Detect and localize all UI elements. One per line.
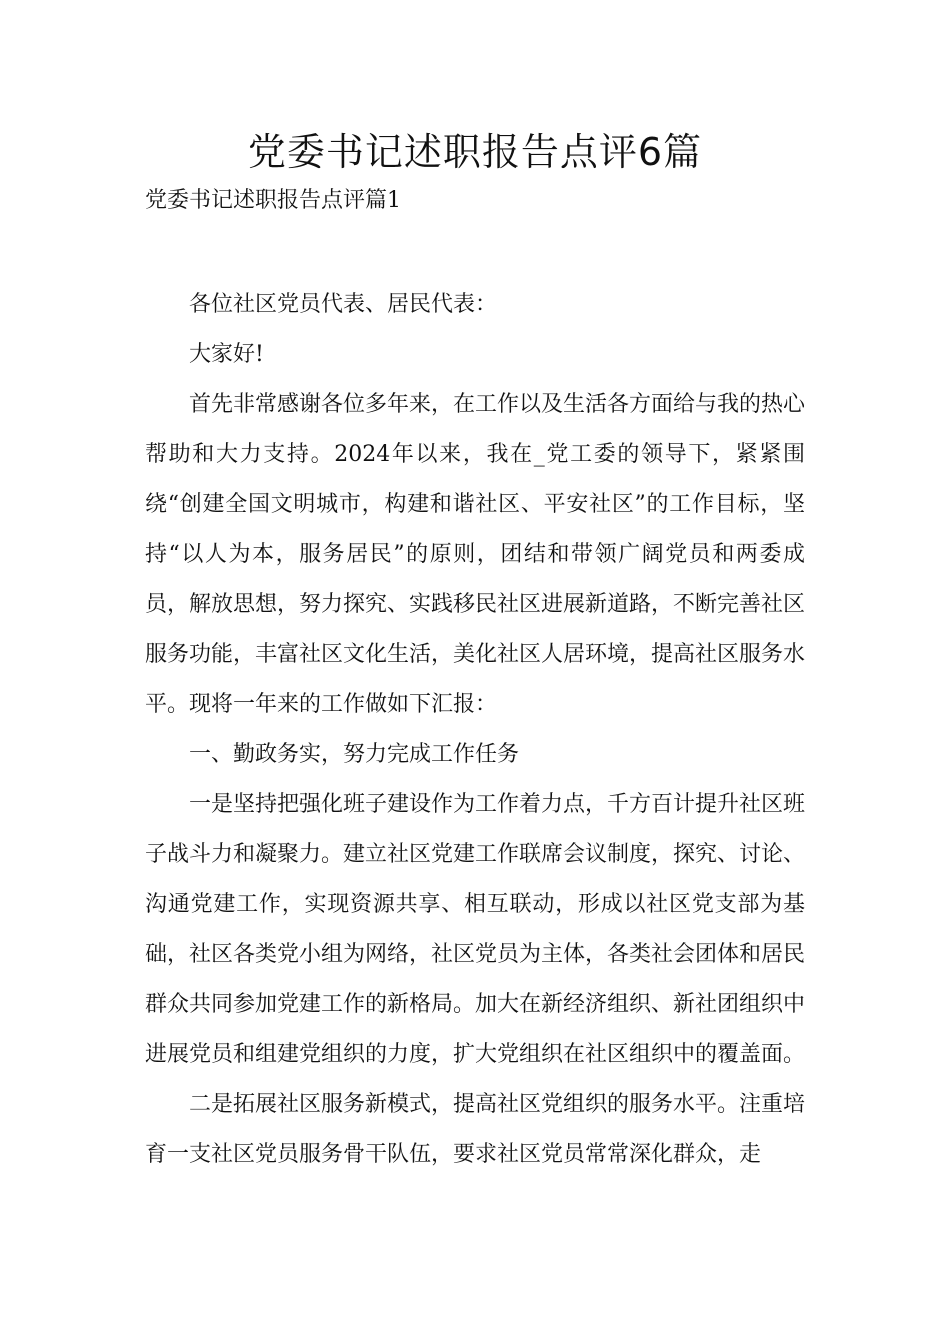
document-subtitle: 党委书记述职报告点评篇1 [145, 188, 401, 213]
document-body [145, 280, 805, 1180]
intro-paragraph: 首先非常感谢各位多年来，在工作以及生活各方面给与我的热心帮助和大力支持。2024年以来，我在_党工委的领导下，紧紧围绕“创建全国文明城市，构建和谐社区、平安社区”的工作目标，坚持“以人为本，服务居民”的原则，团结和带领广阔党员和两委成员，解放思想，努力探究、实践移民社区进展新道路，不断完善社区服务功能，丰富社区文化生活，美化社区人居环境，提高社区服务水平。现将一年来的工作做如下汇报： [145, 392, 806, 717]
body-paragraph: 一是坚持把强化班子建设作为工作着力点，千方百计提升社区班子战斗力和凝聚力。建立社区党建工作联席会议制度，探究、讨论、沟通党建工作，实现资源共享、相互联动，形成以社区党支部为基础，社区各类党小组为网络，社区党员为主体，各类社会团体和居民群众共同参加党建工作的新格局。加大在新经济组织、新社团组织中进展党员和组建党组织的力度，扩大党组织在社区组织中的覆盖面。 [145, 792, 806, 1067]
body-paragraph: 二是拓展社区服务新模式，提高社区党组织的服务水平。注重培育一支社区党员服务骨干队伍，要求社区党员常常深化群众，走 [145, 1092, 806, 1167]
section-heading: 一、勤政务实，努力完成工作任务 [189, 742, 520, 767]
greeting: 大家好! [189, 342, 264, 367]
salutation: 各位社区党员代表、居民代表： [189, 292, 498, 317]
document-title: 党委书记述职报告点评6篇 [247, 130, 703, 174]
